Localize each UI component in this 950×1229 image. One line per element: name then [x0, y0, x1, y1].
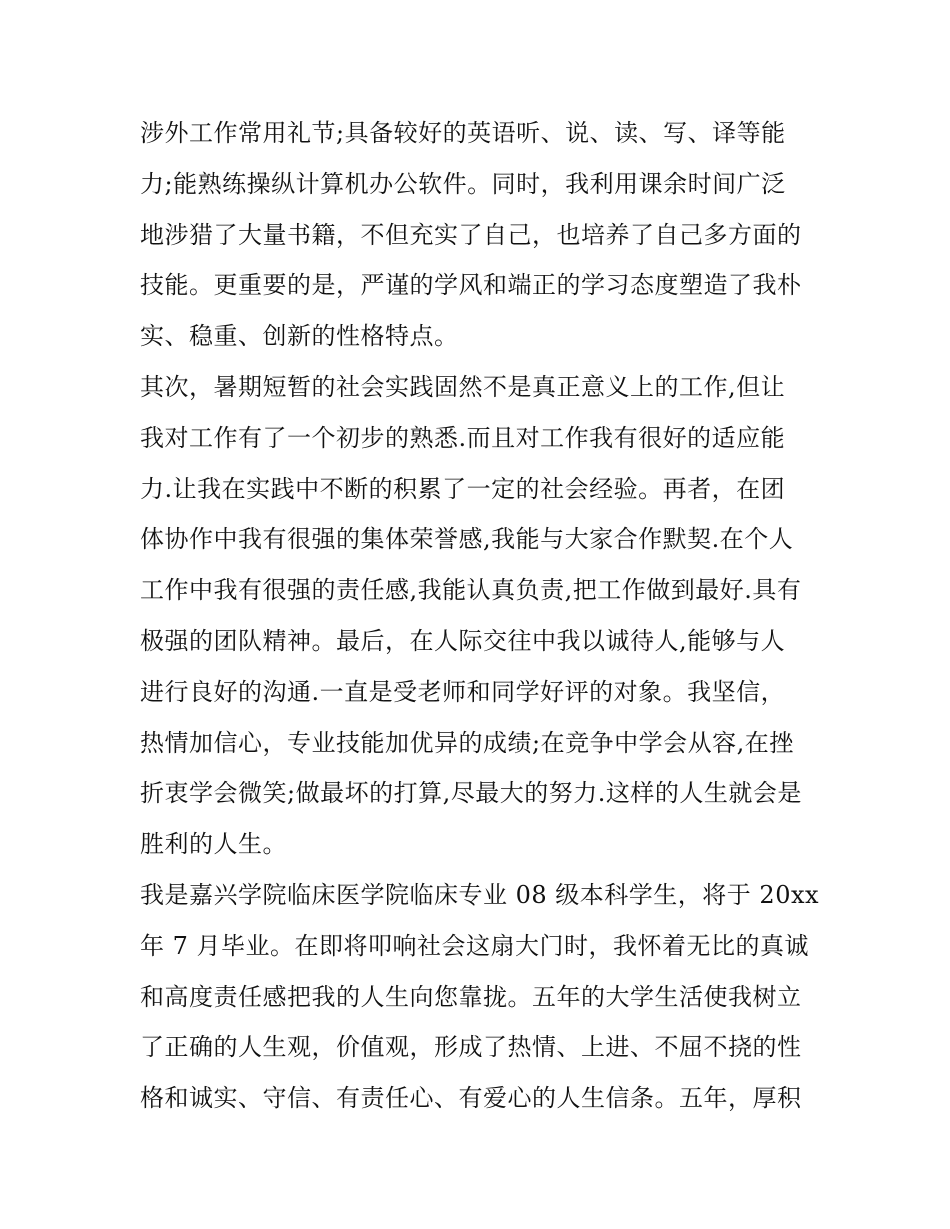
text-line: 我是嘉兴学院临床医学院临床专业 08 级本科学生，将于 20xx: [140, 880, 820, 909]
text-line: 胜利的人生。: [140, 830, 287, 859]
document-body: [140, 108, 840, 1124]
text-line: 和高度责任感把我的人生向您靠拢。五年的大学生活使我树立: [140, 982, 802, 1011]
text-line: 地涉猎了大量书籍，不但充实了自己，也培养了自己多方面的: [140, 220, 802, 249]
text-line: 折衷学会微笑;做最坏的打算,尽最大的努力.这样的人生就会是: [140, 779, 802, 808]
text-line: 进行良好的沟通.一直是受老师和同学好评的对象。我坚信，: [140, 677, 786, 706]
text-line: 极强的团队精神。最后，在人际交往中我以诚待人,能够与人: [140, 626, 786, 655]
text-line: 技能。更重要的是，严谨的学风和端正的学习态度塑造了我朴: [140, 271, 802, 300]
text-line: 其次，暑期短暂的社会实践固然不是真正意义上的工作,但让: [140, 372, 786, 401]
text-line: 力;能熟练操纵计算机办公软件。同时，我利用课余时间广泛: [140, 169, 786, 198]
text-line: 涉外工作常用礼节;具备较好的英语听、说、读、写、译等能: [140, 119, 786, 147]
text-line: 体协作中我有很强的集体荣誉感,我能与大家合作默契.在个人: [140, 525, 794, 554]
text-line: 年 7 月毕业。在即将叩响社会这扇大门时，我怀着无比的真诚: [140, 931, 810, 960]
text-line: 力.让我在实践中不断的积累了一定的社会经验。再者，在团: [140, 474, 786, 503]
text-line: 工作中我有很强的责任感,我能认真负责,把工作做到最好.具有: [140, 576, 802, 605]
text-line: 热情加信心，专业技能加优异的成绩;在竞争中学会从容,在挫: [140, 728, 794, 757]
text-line: 格和诚实、守信、有责任心、有爱心的人生信条。五年，厚积: [140, 1084, 802, 1113]
text-line: 我对工作有了一个初步的熟悉.而且对工作我有很好的适应能: [140, 423, 786, 452]
text-line: 实、稳重、创新的性格特点。: [140, 322, 459, 351]
text-line: 了正确的人生观，价值观，形成了热情、上进、不屈不挠的性: [140, 1033, 802, 1062]
